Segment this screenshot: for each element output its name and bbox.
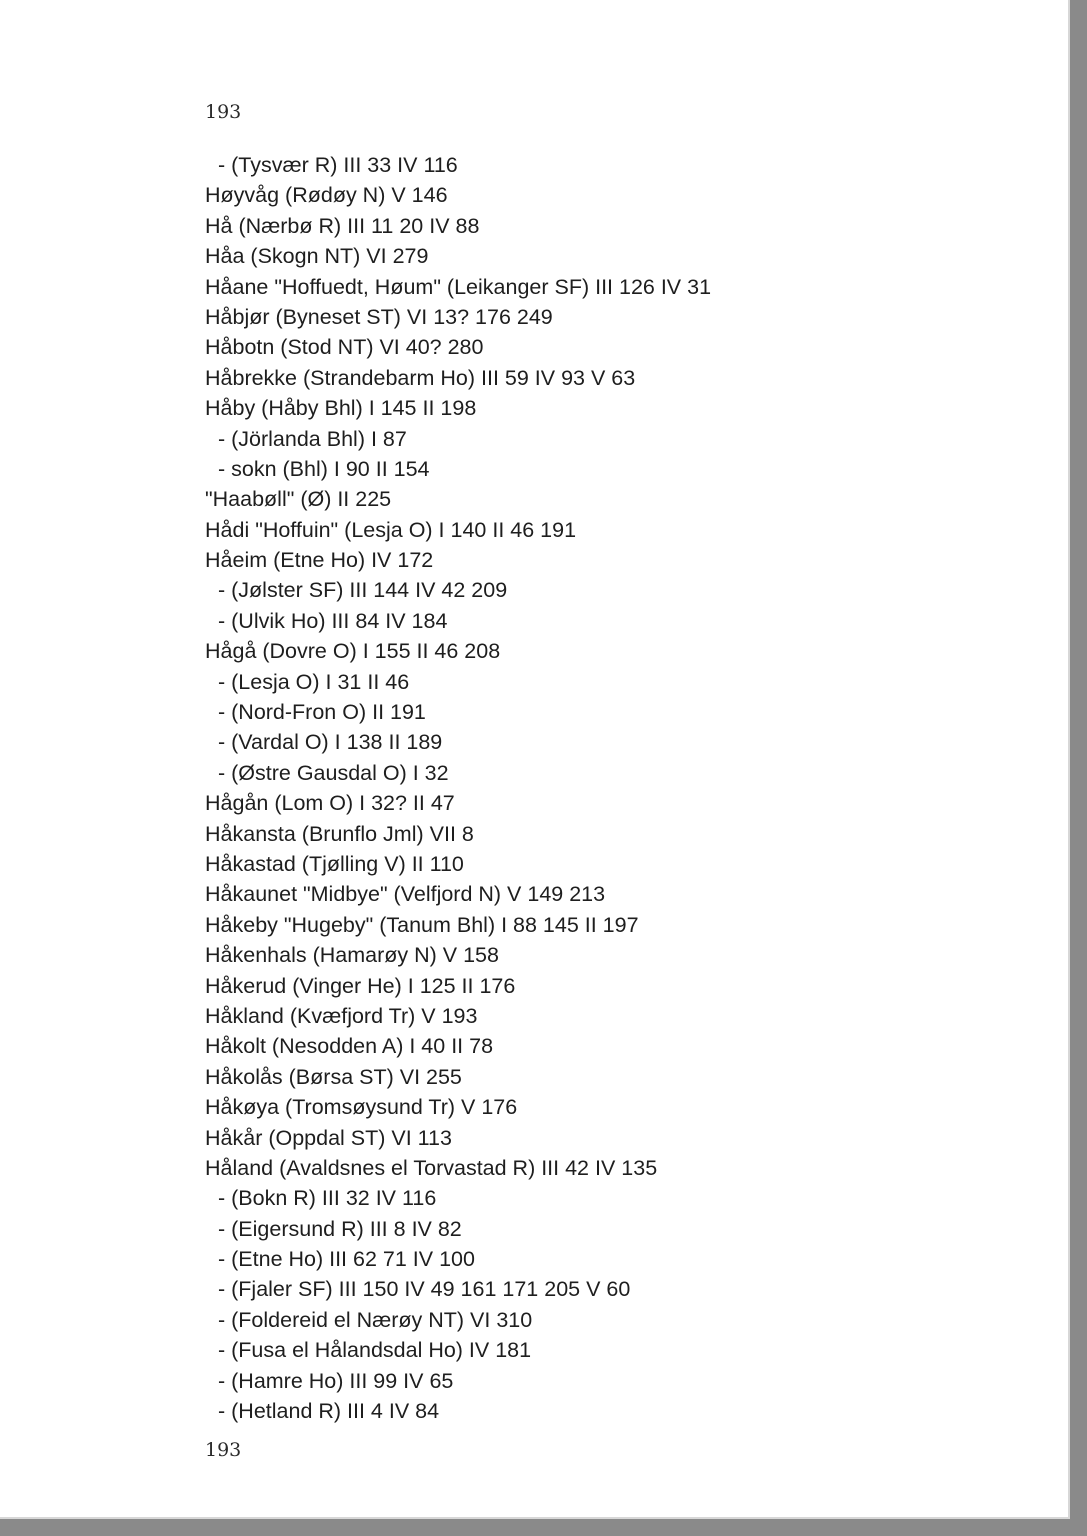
index-entry: Håkaunet "Midbye" (Velfjord N) V 149 213 bbox=[205, 882, 606, 907]
index-entry: Håkenhals (Hamarøy N) V 158 bbox=[205, 943, 499, 968]
page-number-bottom: 193 bbox=[205, 1439, 242, 1461]
index-entry: Håkår (Oppdal ST) VI 113 bbox=[205, 1125, 452, 1150]
index-subentry: - (Fjaler SF) III 150 IV 49 161 171 205 V 60 bbox=[218, 1277, 631, 1302]
index-subentry: - (Tysvær R) III 33 IV 116 bbox=[218, 153, 458, 177]
index-subentry: - (Etne Ho) III 62 71 IV 100 bbox=[218, 1247, 475, 1272]
index-subentry: - (Hetland R) III 4 IV 84 bbox=[218, 1399, 440, 1424]
index-subentry: - (Jølster SF) III 144 IV 42 209 bbox=[218, 578, 508, 603]
index-subentry: - (Østre Gausdal O) I 32 bbox=[218, 760, 449, 785]
scan-shadow-bottom bbox=[0, 1519, 1087, 1536]
index-entry: Hågån (Lom O) I 32? II 47 bbox=[205, 791, 455, 816]
index-entry: Håkøya (Tromsøysund Tr) V 176 bbox=[205, 1095, 518, 1120]
index-entry: Håkerud (Vinger He) I 125 II 176 bbox=[205, 973, 516, 998]
index-entry: Håane "Hoffuedt, Høum" (Leikanger SF) III 126 IV 31 bbox=[205, 274, 712, 299]
index-entry: Håkansta (Brunflo Jml) VII 8 bbox=[205, 821, 474, 846]
index-subentry: - (Nord-Fron O) II 191 bbox=[218, 700, 426, 725]
index-subentry: - sokn (Bhl) I 90 II 154 bbox=[218, 456, 430, 481]
index-subentry: - (Jörlanda Bhl) I 87 bbox=[218, 426, 407, 451]
index-entry: Håbotn (Stod NT) VI 40? 280 bbox=[205, 335, 484, 360]
index-entry: Håeim (Etne Ho) IV 172 bbox=[205, 548, 434, 573]
scan-shadow-right bbox=[1070, 0, 1087, 1536]
index-subentry: - (Hamre Ho) III 99 IV 65 bbox=[218, 1368, 454, 1393]
index-subentry: - (Vardal O) I 138 II 189 bbox=[218, 730, 443, 755]
index-entry: Hågå (Dovre O) I 155 II 46 208 bbox=[205, 639, 501, 664]
index-subentry: - (Ulvik Ho) III 84 IV 184 bbox=[218, 608, 448, 633]
index-entry: Håkland (Kvæfjord Tr) V 193 bbox=[205, 1003, 478, 1028]
index-subentry: - (Fusa el Hålandsdal Ho) IV 181 bbox=[218, 1338, 532, 1363]
index-subentry: - (Bokn R) III 32 IV 116 bbox=[218, 1186, 437, 1211]
index-entry: Håkolt (Nesodden A) I 40 II 78 bbox=[205, 1034, 494, 1059]
index-subentry: - (Foldereid el Nærøy NT) VI 310 bbox=[218, 1307, 533, 1332]
index-entry: Hå (Nærbø R) III 11 20 IV 88 bbox=[205, 213, 480, 238]
index-entry: Håbjør (Byneset ST) VI 13? 176 249 bbox=[205, 304, 553, 329]
index-entry: Håkeby "Hugeby" (Tanum Bhl) I 88 145 II 197 bbox=[205, 912, 639, 937]
index-entry: Håkolås (Børsa ST) VI 255 bbox=[205, 1064, 462, 1089]
index-entry: Høyvåg (Rødøy N) V 146 bbox=[205, 183, 448, 208]
index-subentry: - (Eigersund R) III 8 IV 82 bbox=[218, 1216, 462, 1241]
index-entry: Håkastad (Tjølling V) II 110 bbox=[205, 851, 464, 876]
index-entry: Håa (Skogn NT) VI 279 bbox=[205, 244, 429, 269]
index-entry: Håbrekke (Strandebarm Ho) III 59 IV 93 V 63 bbox=[205, 365, 636, 390]
index-subentry: - (Lesja O) I 31 II 46 bbox=[218, 669, 410, 694]
index-entry: Håland (Avaldsnes el Torvastad R) III 42 IV 135 bbox=[205, 1155, 658, 1180]
index-entry: "Haabøll" (Ø) II 225 bbox=[205, 487, 392, 512]
index-entry: Hådi "Hoffuin" (Lesja O) I 140 II 46 191 bbox=[205, 517, 577, 542]
page-number-top: 193 bbox=[205, 101, 242, 123]
index-entry: Håby (Håby Bhl) I 145 II 198 bbox=[205, 396, 477, 421]
index-entry-list bbox=[205, 150, 1005, 1426]
